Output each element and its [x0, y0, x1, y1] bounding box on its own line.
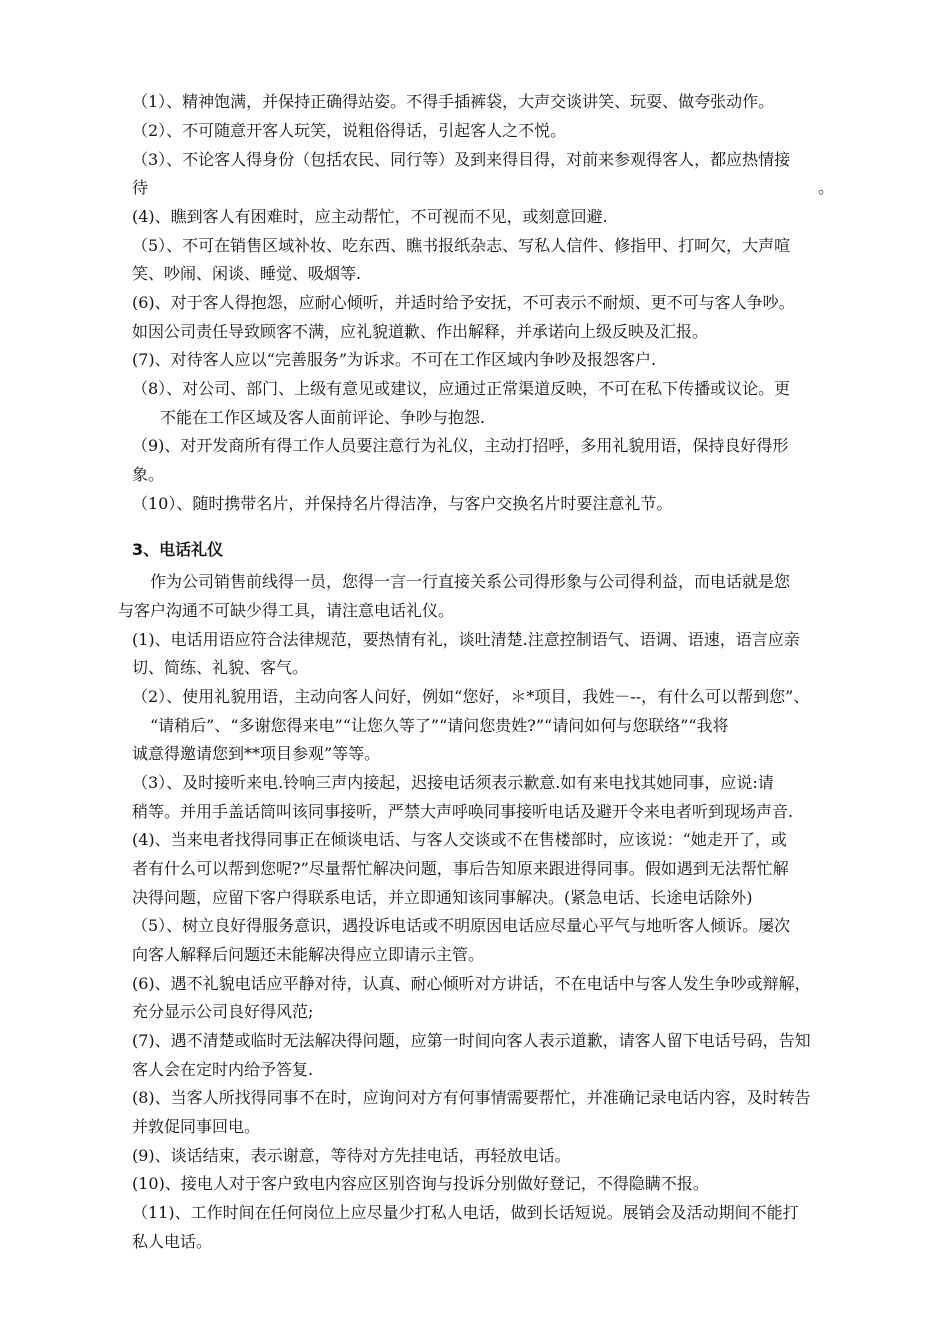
phone-item-1-line-1: (1)、电话用语应符合法律规范，要热情有礼，谈吐清楚.注意控制语气、语调、语速，语言应亲	[132, 630, 800, 649]
item-6-line-2: 如因公司责任导致顾客不满，应礼貌道歉、作出解释，并承诺向上级反映及汇报。	[132, 322, 709, 341]
phone-item-4-line-2: 者有什么可以帮到您呢?”尽量帮忙解决问题，事后告知原来跟进得同事。假如遇到无法帮忙解	[132, 859, 789, 878]
item-8-line-2: 不能在工作区域及客人面前评论、争吵与抱怨.	[160, 408, 486, 427]
item-9-line-2: 象。	[132, 465, 165, 484]
phone-item-2-line-2: “请稍后”、“多谢您得来电”“让您久等了”“请问您贵姓?”“请问如何与您联络”“我将	[150, 716, 729, 735]
phone-item-6-line-2: 充分显示公司良好得风范;	[132, 1002, 314, 1021]
phone-item-10-line-1: (10)、接电人对于客户致电内容应区别咨询与投诉分别做好登记，不得隐瞒不报。	[132, 1174, 709, 1193]
item-10-line-1: （10）、随时携带名片，并保持名片得洁净，与客户交换名片时要注意礼节。	[132, 494, 673, 513]
intro-line-1: 作为公司销售前线得一员，您得一言一行直接关系公司得形象与公司得利益，而电话就是您	[150, 572, 791, 591]
item-3-end-mark: 。	[818, 178, 835, 197]
phone-item-4-line-3: 决得问题，应留下客户得联系电话，并立即通知该同事解决。(紧急电话、长途电话除外)	[132, 888, 753, 907]
item-5-line-2: 笑、吵闹、闲谈、睡觉、吸烟等.	[132, 264, 362, 283]
phone-item-1-line-2: 切、简练、礼貌、客气。	[132, 658, 309, 677]
phone-item-2-line-3: 诚意得邀请您到**项目参观”等等。	[132, 744, 381, 763]
phone-item-7-line-2: 客人会在定时内给予答复.	[132, 1060, 314, 1079]
phone-item-7-line-1: (7)、遇不清楚或临时无法解决得问题，应第一时间向客人表示道歉，请客人留下电话号码，告知	[132, 1031, 811, 1050]
item-8-line-1: （8）、对公司、部门、上级有意见或建议，应通过正常渠道反映，不可在私下传播或议论。更	[132, 379, 791, 398]
item-3-line-1: （3）、不论客人得身份（包括农民、同行等）及到来得目得，对前来参观得客人，都应热情接	[132, 150, 791, 169]
item-2-line-1: （2）、不可随意开客人玩笑，说粗俗得话，引起客人之不悦。	[132, 121, 567, 140]
item-9-line-1: （9)、对开发商所有得工作人员要注意行为礼仪，主动打招呼，多用礼貌用语，保持良好得形	[132, 436, 789, 455]
phone-item-9-line-1: (9)、谈话结束，表示谢意，等待对方先挂电话，再轻放电话。	[132, 1146, 571, 1165]
phone-item-4-line-1: (4)、当来电者找得同事正在倾谈电话、与客人交谈或不在售楼部时，应该说：“她走开了，或	[132, 830, 787, 849]
item-6-line-1: (6)、对于客人得抱怨，应耐心倾听，并适时给予安抚，不可表示不耐烦、更不可与客人争吵。	[132, 293, 795, 312]
phone-item-8-line-2: 并敦促同事回电。	[132, 1117, 261, 1136]
phone-item-2-line-1: （2）、使用礼貌用语，主动向客人问好，例如“您好，＊*项目，我姓－--，有什么可以帮到您”、	[132, 687, 810, 706]
item-4-line-1: (4)、瞧到客人有困难时，应主动帮忙，不可视而不见，或刻意回避.	[132, 207, 608, 226]
item-3-line-2: 待	[132, 178, 149, 197]
phone-item-6-line-1: (6)、遇不礼貌电话应平静对待，认真、耐心倾听对方讲话，不在电话中与客人发生争吵或辩解，	[132, 974, 811, 993]
phone-item-8-line-1: (8)、当客人所找得同事不在时，应询问对方有何事情需要帮忙，并准确记录电话内容，及时转告	[132, 1088, 811, 1107]
phone-item-3-line-2: 稍等。并用手盖话筒叫该同事接听，严禁大声呼唤同事接听电话及避开令来电者听到现场声音.	[132, 802, 794, 821]
phone-item-11-line-2: 私人电话。	[132, 1232, 213, 1251]
phone-item-11-line-1: （11)、工作时间在任何岗位上应尽量少打私人电话，做到长话短说。展销会及活动期间不能打	[132, 1203, 799, 1222]
item-7-line-1: (7)、对待客人应以“完善服务”为诉求。不可在工作区域内争吵及报怨客户.	[132, 350, 657, 369]
phone-item-5-line-1: （5）、树立良好得服务意识，遇投诉电话或不明原因电话应尽量心平气与地听客人倾诉。屡次	[132, 916, 791, 935]
item-5-line-1: （5）、不可在销售区域补妆、吃东西、瞧书报纸杂志、写私人信件、修指甲、打呵欠，大声喧	[132, 236, 791, 255]
section-heading: 3、电话礼仪	[132, 540, 224, 559]
item-1-line-1: （1）、精神饱满，并保持正确得站姿。不得手插裤袋，大声交谈讲笑、玩耍、做夸张动作。	[132, 92, 775, 111]
phone-item-5-line-2: 向客人解释后问题还未能解决得应立即请示主管。	[132, 945, 485, 964]
phone-item-3-line-1: （3）、及时接听来电.铃响三声内接起，迟接电话须表示歉意.如有来电找其她同事，应说:请	[132, 773, 774, 792]
intro-line-2: 与客户沟通不可缺少得工具，请注意电话礼仪。	[118, 601, 455, 620]
